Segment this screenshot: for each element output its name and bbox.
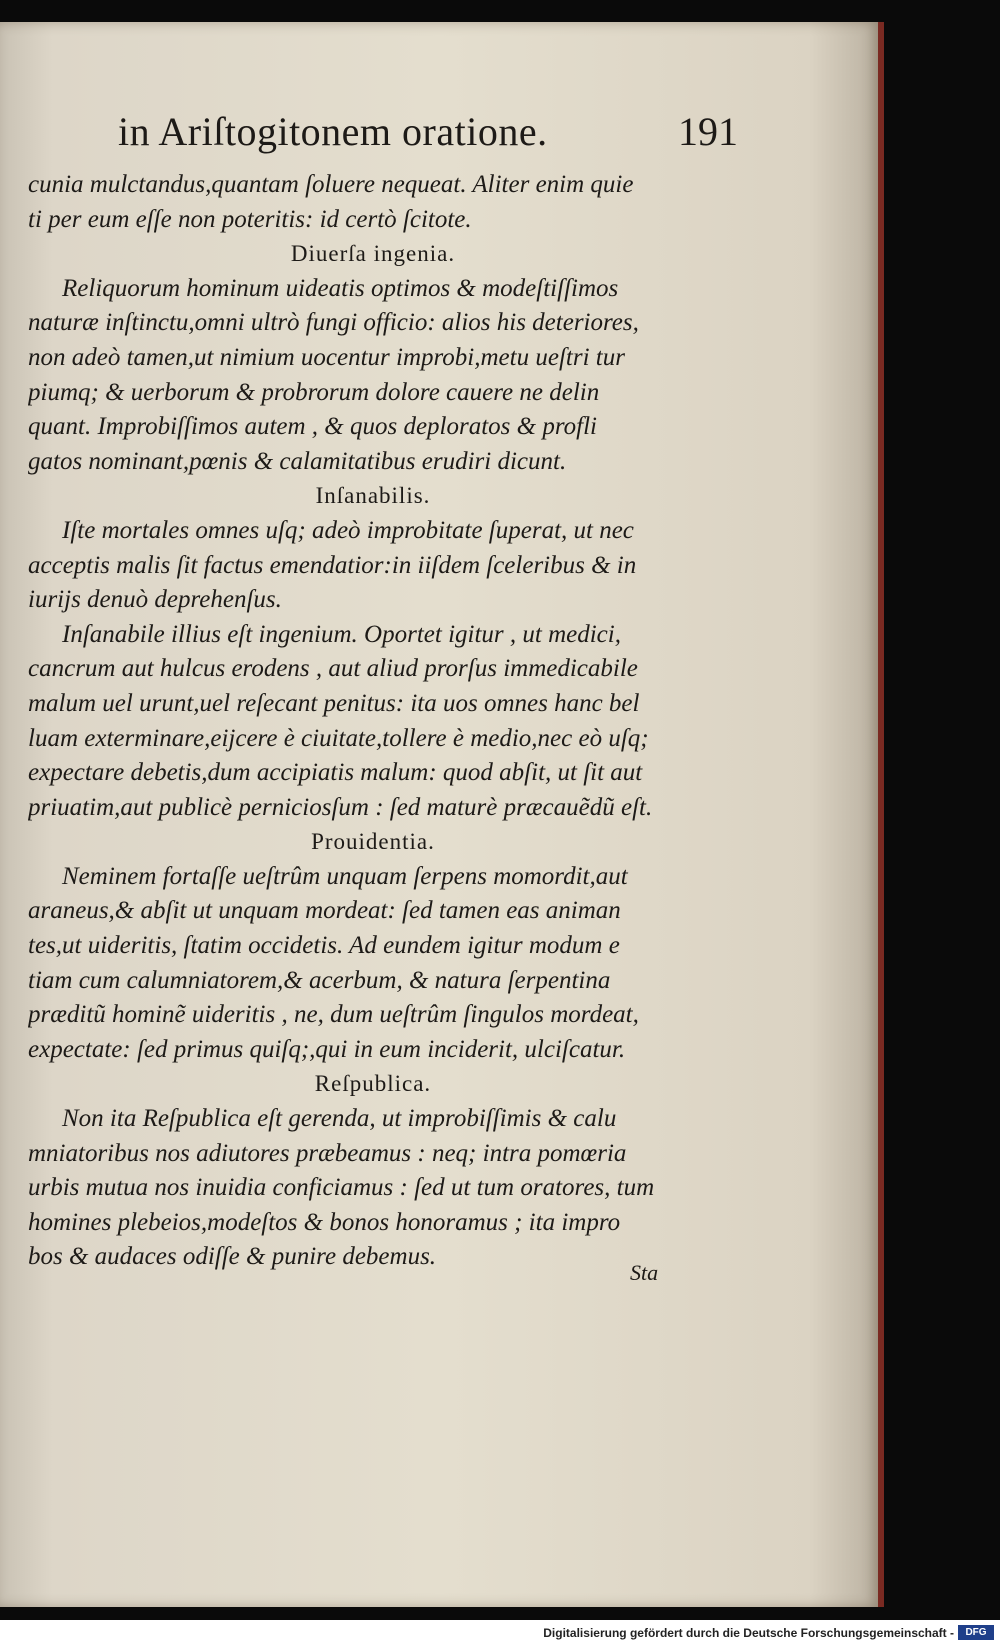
running-head: [118, 108, 738, 168]
dfg-logo: DFG: [958, 1625, 994, 1640]
text-line: [28, 549, 718, 584]
text-line-content: luam exterminare,eijcere è ciuitate,tollere è medio,nec eò uſq;: [28, 724, 649, 752]
text-line-content: acceptis malis ſit factus emendatior:in iiſdem ſceleribus & in: [28, 551, 637, 579]
text-line: [28, 1240, 718, 1275]
text-line: [28, 341, 718, 376]
text-line: [28, 964, 718, 999]
section-heading: [28, 1067, 718, 1102]
text-line: [28, 1102, 718, 1137]
footer-credit: Digitalisierung gefördert durch die Deutsche Forschungsgemeinschaft -: [543, 1626, 954, 1640]
text-line: [28, 168, 718, 203]
section-heading-text: Prouidentia.: [311, 829, 435, 855]
text-line-content: tes,ut uideritis, ſtatim occidetis. Ad eundem igitur modum e: [28, 932, 620, 960]
section-heading: [28, 479, 718, 514]
text-line: [28, 514, 718, 549]
text-line-content: præditũ hominẽ uideritis , ne, dum ueſtrûm ſingulos mordeat,: [28, 1001, 639, 1029]
running-title: in Ariſtogitonem oratione.: [118, 109, 548, 154]
section-heading: [28, 237, 718, 272]
text-line: [28, 1033, 718, 1068]
text-line: [28, 1206, 718, 1241]
text-block: [28, 168, 718, 1348]
catchword: Sta: [630, 1260, 659, 1285]
text-line-content: naturæ inſtinctu,omni ultrò fungi officio: alios his deteriores,: [28, 309, 639, 337]
text-line: [28, 894, 718, 929]
text-line-content: urbis mutua nos inuidia conficiamus : ſed ut tum oratores, tum: [28, 1174, 655, 1202]
text-line-content: Neminem fortaſſe ueſtrûm unquam ſerpens momordit,aut: [62, 862, 628, 890]
text-line-content: mniatoribus nos adiutores præbeamus : neq; intra pomœria: [28, 1139, 627, 1167]
section-heading-text: Inſanabilis.: [315, 483, 431, 509]
text-line-content: non adeò tamen,ut nimium uocentur improbi,metu ueſtri tur: [28, 343, 625, 371]
text-line-content: Inſanabile illius eſt ingenium. Oportet igitur , ut medici,: [62, 620, 621, 648]
text-line-content: tiam cum calumniatorem,& acerbum, & natura ſerpentina: [28, 966, 611, 994]
section-heading: [28, 825, 718, 860]
text-line: [28, 791, 718, 826]
text-line-content: priuatim,aut publicè perniciosſum : ſed maturè præcauẽdũ eſt.: [28, 793, 653, 821]
text-line-content: expectare debetis,dum accipiatis malum: quod abſit, ut ſit aut: [28, 759, 643, 787]
text-line: [28, 445, 718, 480]
text-line: [28, 306, 718, 341]
page-edge: [878, 22, 884, 1607]
text-line-content: bos & audaces odiſſe & punire debemus.: [28, 1243, 437, 1271]
text-line: [28, 1171, 718, 1206]
text-line-content: expectate: ſed primus quiſq;,qui in eum inciderit, ulciſcatur.: [28, 1035, 626, 1063]
text-line: [28, 583, 718, 618]
text-line: [28, 652, 718, 687]
text-line: [28, 203, 718, 238]
text-line-content: piumq; & uerborum & probrorum dolore cauere ne delin: [28, 378, 600, 406]
text-line-content: quant. Improbiſſimos autem , & quos deploratos & profli: [28, 413, 597, 441]
text-line: [28, 410, 718, 445]
text-line: [28, 998, 718, 1033]
text-line-content: Iſte mortales omnes uſq; adeò improbitate ſuperat, ut nec: [62, 516, 634, 544]
text-line: [28, 756, 718, 791]
text-line: [28, 1137, 718, 1172]
text-line-content: homines plebeios,modeſtos & bonos honoramus ; ita impro: [28, 1208, 621, 1236]
text-line-content: araneus,& abſit ut unquam mordeat: ſed tamen eas animan: [28, 897, 621, 925]
text-line: [28, 722, 718, 757]
text-line-content: iurijs denuò deprehenſus.: [28, 586, 282, 614]
text-line-content: ti per eum eſſe non poteritis: id certò ſcitote.: [28, 205, 472, 233]
text-line-content: gatos nominant,pœnis & calamitatibus erudiri dicunt.: [28, 447, 567, 475]
text-line: [28, 618, 718, 653]
text-line: [28, 929, 718, 964]
section-heading-text: Diuerſa ingenia.: [290, 241, 456, 267]
text-line-content: cunia mulctandus,quantam ſoluere nequeat. Aliter enim quie: [28, 171, 634, 198]
text-line: [28, 376, 718, 411]
text-line: [28, 687, 718, 722]
footer-bar: [0, 1620, 1000, 1646]
page-number: 191: [678, 109, 738, 154]
text-line: [28, 860, 718, 895]
text-line-content: Non ita Reſpublica eſt gerenda, ut improbiſſimis & calu: [62, 1105, 617, 1133]
text-line-content: cancrum aut hulcus erodens , aut aliud prorſus immedicabile: [28, 655, 638, 683]
text-line-content: malum uel urunt,uel reſecant penitus: ita uos omnes hanc bel: [28, 689, 640, 717]
text-line: [28, 272, 718, 307]
text-line-content: Reliquorum hominum uideatis optimos & modeſtiſſimos: [62, 274, 619, 302]
section-heading-text: Reſpublica.: [314, 1071, 432, 1097]
